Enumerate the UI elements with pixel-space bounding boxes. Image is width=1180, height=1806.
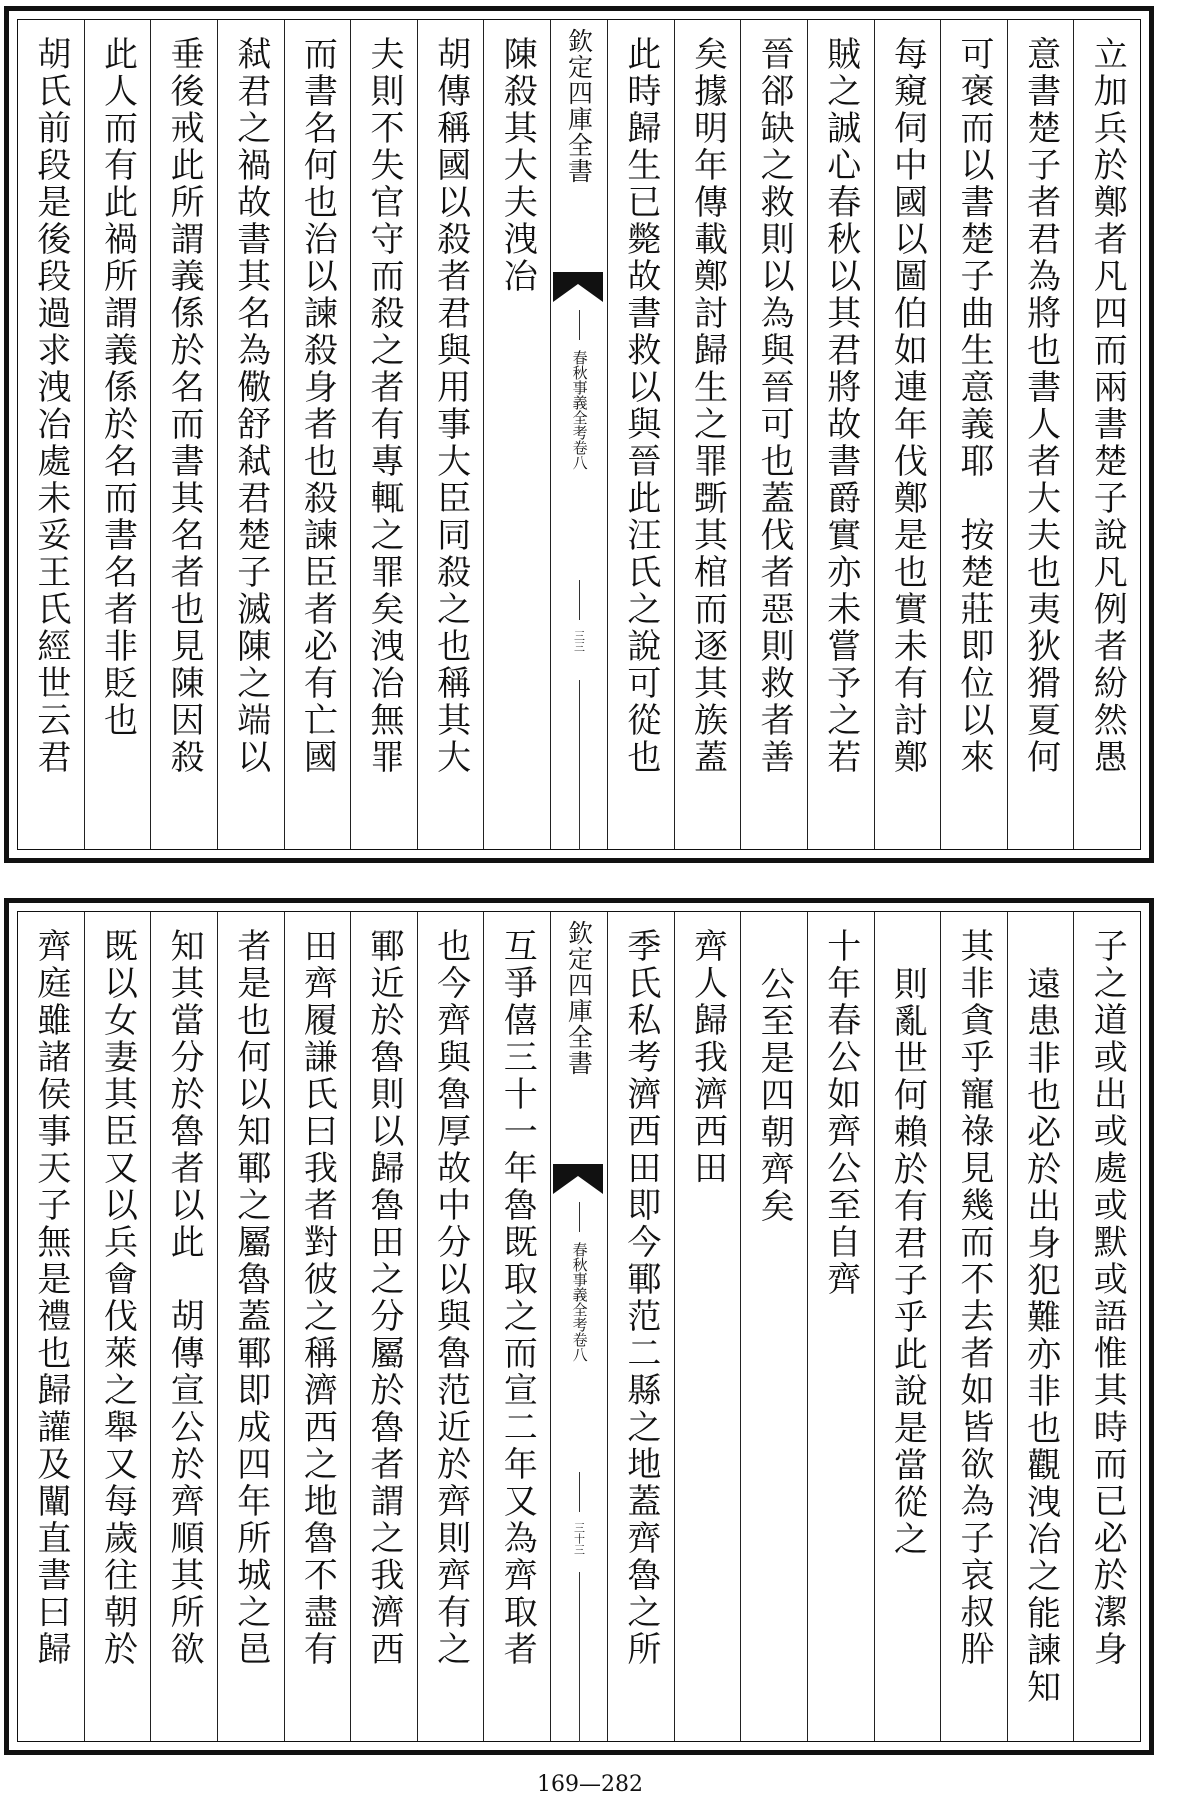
text-column — [84, 912, 151, 1741]
column-text: 每窺伺中國以圖伯如連年伐鄭是也實未有討鄭 — [887, 36, 928, 776]
column-text: 可褒而以書楚子曲生意義耶 按楚莊即位以來 — [953, 36, 994, 776]
upper-page-columns — [18, 20, 1140, 849]
text-column — [940, 912, 1007, 1741]
upper-page-frame — [17, 19, 1141, 850]
text-column — [607, 912, 674, 1741]
leaf-number: 三三 — [572, 630, 586, 652]
center-rule — [579, 580, 580, 620]
book-title-text: 春秋事義全考 — [570, 350, 589, 440]
column-text: 者是也何以知鄆之屬魯蓋鄆即成四年所城之邑 — [230, 928, 271, 1668]
column-text: 胡傳稱國以殺者君與用事大臣同殺之也稱其大 — [430, 36, 471, 776]
book-title — [570, 1242, 587, 1462]
column-text: 則亂世何賴於有君子乎此說是當從之 — [887, 966, 928, 1558]
lower-page — [4, 898, 1154, 1755]
volume-label: 卷八 — [570, 1332, 589, 1362]
column-text: 鄆近於魯則以歸魯田之分屬於魯者謂之我濟西 — [363, 928, 404, 1668]
center-rule — [579, 680, 580, 850]
column-text: 胡氏前段是後段過求洩冶處未妥王氏經世云君 — [30, 36, 71, 776]
column-text: 其非貪乎寵祿見幾而不去者如皆欲為子哀叔肸 — [953, 928, 994, 1668]
column-text: 子之道或出或處或默或語惟其時而已必於潔身 — [1087, 928, 1128, 1668]
column-text: 齊人歸我濟西田 — [687, 928, 728, 1187]
running-title: 欽定四庫全書 — [564, 920, 594, 1076]
column-text: 公至是四朝齊矣 — [754, 966, 795, 1225]
running-title: 欽定四庫全書 — [564, 28, 594, 184]
text-column — [807, 912, 874, 1741]
text-column — [807, 20, 874, 849]
book-title-text: 春秋事義全考 — [570, 1242, 589, 1332]
lower-page-frame — [17, 911, 1141, 1742]
text-column — [284, 20, 351, 849]
column-text: 知其當分於魯者以此 胡傳宣公於齊順其所欲 — [164, 928, 205, 1668]
column-text: 既以女妻其臣又以兵會伐萊之舉又每歲往朝於 — [97, 928, 138, 1668]
leaf-number: 三十三 — [572, 1522, 586, 1555]
text-column — [217, 912, 284, 1741]
center-rule — [579, 1202, 580, 1232]
text-column — [607, 20, 674, 849]
fish-tail-mark-icon — [553, 1164, 603, 1194]
text-column — [150, 912, 217, 1741]
text-column — [1007, 20, 1074, 849]
column-text: 齊庭雖諸侯事天子無是禮也歸讙及闡直書曰歸 — [30, 928, 71, 1668]
text-column — [417, 912, 484, 1741]
upper-page — [4, 6, 1154, 863]
text-column — [740, 20, 807, 849]
text-column — [674, 912, 741, 1741]
text-column — [483, 912, 550, 1741]
center-margin-column — [550, 912, 607, 1741]
book-title — [570, 350, 587, 570]
text-column — [483, 20, 550, 849]
text-column — [150, 20, 217, 849]
column-text: 而書名何也治以諫殺身者也殺諫臣者必有亡國 — [297, 36, 338, 776]
column-text: 此人而有此禍所謂義係於名而書名者非貶也 — [97, 36, 138, 739]
text-column — [417, 20, 484, 849]
center-rule — [579, 1472, 580, 1512]
column-text: 意書楚子者君為將也書人者大夫也夷狄猾夏何 — [1020, 36, 1061, 776]
text-column — [674, 20, 741, 849]
text-column — [1007, 912, 1074, 1741]
text-column — [740, 912, 807, 1741]
column-text: 互爭僖三十一年魯既取之而宣二年又為齊取者 — [497, 928, 538, 1668]
column-text: 此時歸生已斃故書救以與晉此汪氏之說可從也 — [620, 36, 661, 776]
folio-number: 169—282 — [537, 1772, 643, 1797]
text-column — [940, 20, 1007, 849]
column-text: 陳殺其大夫洩冶 — [497, 36, 538, 295]
text-column — [350, 20, 417, 849]
column-text: 矣據明年傳載鄭討歸生之罪斲其棺而逐其族蓋 — [687, 36, 728, 776]
column-text: 田齊履謙氏曰我者對彼之稱濟西之地魯不盡有 — [297, 928, 338, 1668]
text-column — [874, 20, 941, 849]
column-text: 也今齊與魯厚故中分以與魯范近於齊則齊有之 — [430, 928, 471, 1668]
column-text: 賊之誠心春秋以其君將故書爵實亦未嘗予之若 — [820, 36, 861, 776]
center-rule — [579, 1572, 580, 1742]
fish-tail-mark-icon — [553, 272, 603, 302]
text-column — [18, 912, 84, 1741]
center-margin-column — [550, 20, 607, 849]
center-rule — [579, 310, 580, 340]
column-text: 立加兵於鄭者凡四而兩書楚子說凡例者紛然愚 — [1087, 36, 1128, 776]
volume-label: 卷八 — [570, 440, 589, 470]
column-text: 夫則不失官守而殺之者有專輒之罪矣洩冶無罪 — [363, 36, 404, 776]
text-column — [284, 912, 351, 1741]
column-text: 弒君之禍故書其名為儆舒弒君楚子滅陳之端以 — [230, 36, 271, 776]
text-column — [18, 20, 84, 849]
column-text: 十年春公如齊公至自齊 — [820, 928, 861, 1298]
column-text: 垂後戒此所謂義係於名而書其名者也見陳因殺 — [164, 36, 205, 776]
text-column — [84, 20, 151, 849]
text-column — [874, 912, 941, 1741]
text-column — [1073, 20, 1140, 849]
text-column — [217, 20, 284, 849]
lower-page-columns — [18, 912, 1140, 1741]
column-text: 晉郤缺之救則以為與晉可也蓋伐者惡則救者善 — [754, 36, 795, 776]
text-column — [1073, 912, 1140, 1741]
text-column — [350, 912, 417, 1741]
column-text: 季氏私考濟西田即今鄆范二縣之地蓋齊魯之所 — [620, 928, 661, 1668]
column-text: 遠患非也必於出身犯難亦非也觀洩冶之能諫知 — [1020, 966, 1061, 1706]
